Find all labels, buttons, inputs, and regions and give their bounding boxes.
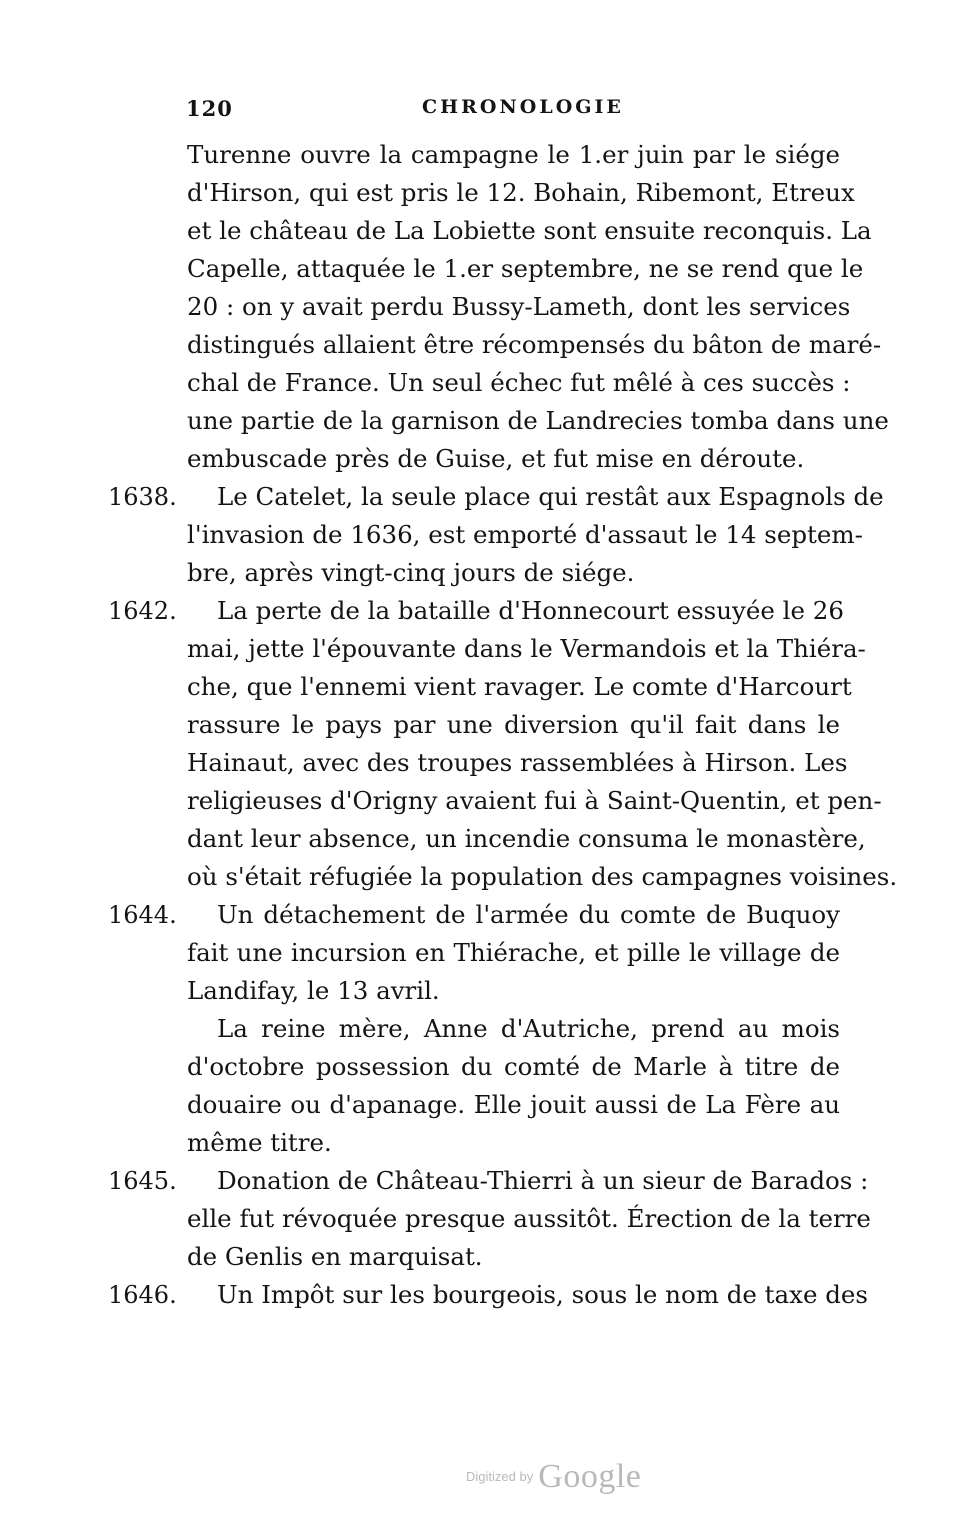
text-line: l'invasion de 1636, est emporté d'assaut le 14 septem- bbox=[187, 520, 863, 549]
text-line: dant leur absence, un incendie consuma le monastère, bbox=[187, 824, 866, 853]
text-line: chal de France. Un seul échec fut mêlé à ces succès : bbox=[187, 368, 851, 397]
text-line: et le château de La Lobiette sont ensuite reconquis. La bbox=[187, 216, 872, 245]
year-marker-1645: 1645. bbox=[108, 1167, 177, 1195]
text-line: Hainaut, avec des troupes rassemblées à Hirson. Les bbox=[187, 748, 848, 777]
watermark-brand: Google bbox=[538, 1458, 642, 1495]
page-header bbox=[186, 96, 836, 130]
text-line: Capelle, attaquée le 1.er septembre, ne se rend que le bbox=[187, 254, 864, 283]
digitized-by-google-watermark bbox=[466, 1458, 686, 1498]
text-line: 20 : on y avait perdu Bussy-Lameth, dont les services bbox=[187, 292, 851, 321]
page-number: 120 bbox=[186, 96, 233, 121]
year-marker-1638: 1638. bbox=[108, 483, 177, 511]
text-line: fait une incursion en Thiérache, et pille le village de bbox=[187, 938, 840, 967]
watermark-prefix: Digitized by bbox=[466, 1469, 534, 1484]
text-line: d'octobre possession du comté de Marle à titre de bbox=[187, 1052, 840, 1081]
text-line: religieuses d'Origny avaient fui à Saint-Quentin, et pen- bbox=[187, 786, 882, 815]
text-line: mai, jette l'épouvante dans le Vermandois et la Thiéra- bbox=[187, 634, 866, 663]
text-line: rassure le pays par une diversion qu'il fait dans le bbox=[187, 710, 840, 739]
text-line: Turenne ouvre la campagne le 1.er juin par le siége bbox=[187, 140, 840, 169]
year-marker-1642: 1642. bbox=[108, 597, 177, 625]
text-line: Le Catelet, la seule place qui restât aux Espagnols de bbox=[217, 482, 884, 511]
text-line: La perte de la bataille d'Honnecourt essuyée le 26 bbox=[217, 596, 844, 625]
text-line: d'Hirson, qui est pris le 12. Bohain, Ribemont, Etreux bbox=[187, 178, 855, 207]
text-line: Landifay, le 13 avril. bbox=[187, 976, 440, 1005]
text-line: de Genlis en marquisat. bbox=[187, 1242, 483, 1271]
text-line: Donation de Château-Thierri à un sieur de Barados : bbox=[217, 1166, 869, 1195]
year-marker-1646: 1646. bbox=[108, 1281, 177, 1309]
running-head: CHRONOLOGIE bbox=[422, 96, 624, 118]
text-line: même titre. bbox=[187, 1128, 332, 1157]
text-line: elle fut révoquée presque aussitôt. Érection de la terre bbox=[187, 1204, 871, 1233]
text-line: une partie de la garnison de Landrecies tomba dans une bbox=[187, 406, 889, 435]
text-line: douaire ou d'apanage. Elle jouit aussi de La Fère au bbox=[187, 1090, 840, 1119]
text-line: distingués allaient être récompensés du bâton de maré- bbox=[187, 330, 882, 359]
text-line: che, que l'ennemi vient ravager. Le comte d'Harcourt bbox=[187, 672, 852, 701]
text-line: embuscade près de Guise, et fut mise en déroute. bbox=[187, 444, 805, 473]
text-line: bre, après vingt-cinq jours de siége. bbox=[187, 558, 635, 587]
text-line: où s'était réfugiée la population des campagnes voisines. bbox=[187, 862, 898, 891]
text-line: Un détachement de l'armée du comte de Buquoy bbox=[217, 900, 840, 929]
year-marker-1644: 1644. bbox=[108, 901, 177, 929]
text-line: Un Impôt sur les bourgeois, sous le nom de taxe des bbox=[217, 1280, 868, 1309]
text-line: La reine mère, Anne d'Autriche, prend au mois bbox=[217, 1014, 840, 1043]
